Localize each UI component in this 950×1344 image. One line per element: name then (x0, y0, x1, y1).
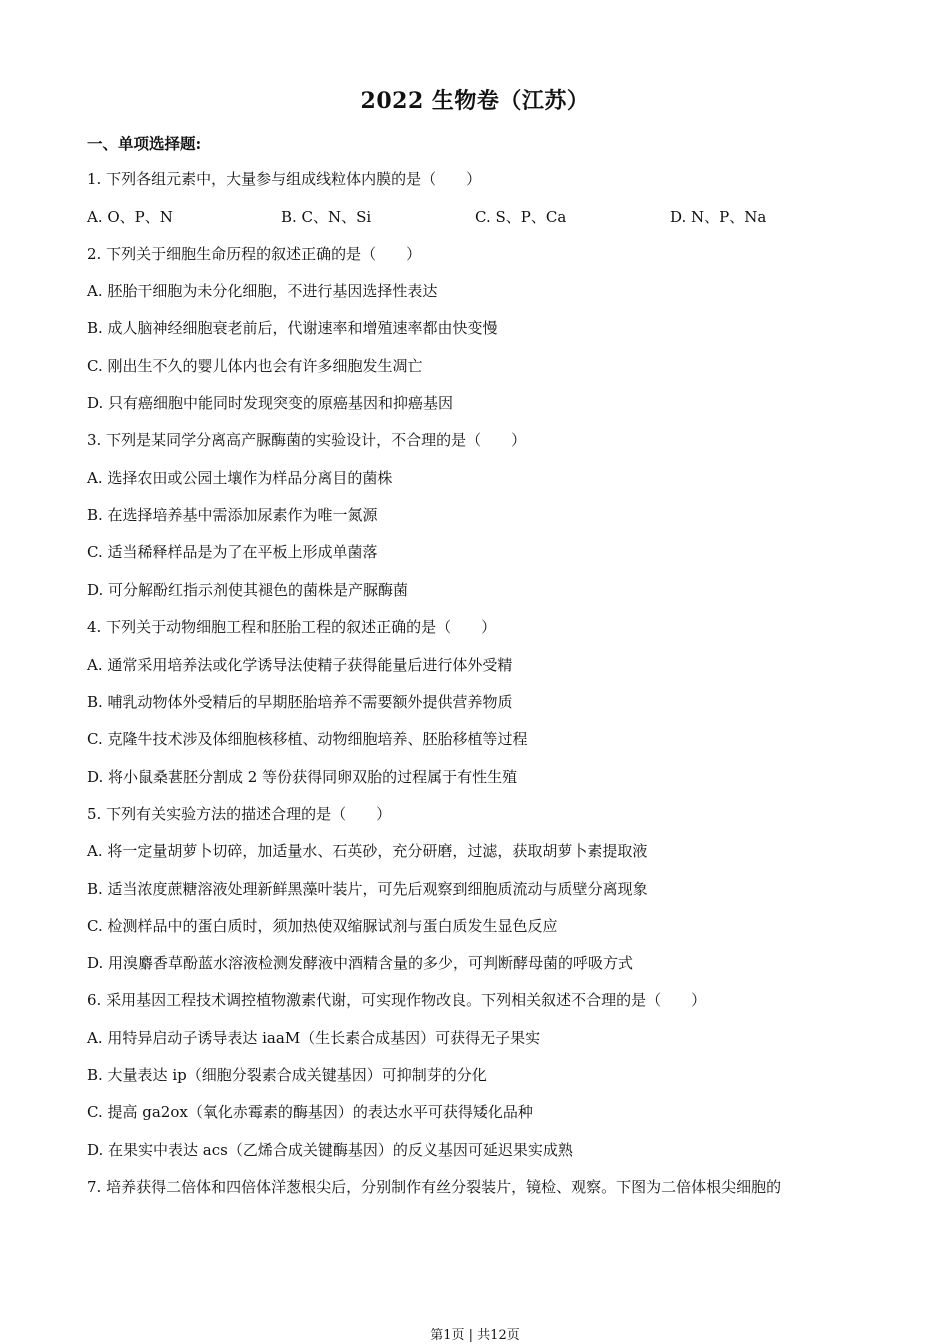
question-stem: 6. 采用基因工程技术调控植物激素代谢，可实现作物改良。下列相关叙述不合理的是（ ） (87, 991, 707, 1009)
option-d: D. 用溴麝香草酚蓝水溶液检测发酵液中酒精含量的多少，可判断酵母菌的呼吸方式 (87, 954, 634, 972)
question-stem: 3. 下列是某同学分离高产脲酶菌的实验设计，不合理的是（ ） (87, 431, 527, 449)
option-a: A. 将一定量胡萝卜切碎，加适量水、石英砂，充分研磨，过滤，获取胡萝卜素提取液 (87, 842, 648, 860)
option-c: C. 检测样品中的蛋白质时，须加热使双缩脲试剂与蛋白质发生显色反应 (87, 917, 558, 935)
option-d: D. N、P、Na (670, 208, 767, 226)
question-stem: 4. 下列关于动物细胞工程和胚胎工程的叙述正确的是（ ） (87, 618, 497, 636)
option-c: C. 刚出生不久的婴儿体内也会有许多细胞发生凋亡 (87, 357, 423, 375)
option-d: D. 只有癌细胞中能同时发现突变的原癌基因和抑癌基因 (87, 394, 454, 412)
option-a: A. 用特异启动子诱导表达 iaaM（生长素合成基因）可获得无子果实 (87, 1029, 541, 1047)
option-row (87, 206, 867, 226)
question-stem: 2. 下列关于细胞生命历程的叙述正确的是（ ） (87, 245, 422, 263)
option-b: B. 成人脑神经细胞衰老前后，代谢速率和增殖速率都由快变慢 (87, 319, 498, 337)
page-footer: 第1页 | 共12页 (430, 1328, 520, 1343)
option-c: C. S、P、Ca (475, 208, 567, 226)
option-a: A. 胚胎干细胞为未分化细胞，不进行基因选择性表达 (87, 282, 438, 300)
option-c: C. 适当稀释样品是为了在平板上形成单菌落 (87, 543, 378, 561)
option-b: B. 大量表达 ip（细胞分裂素合成关键基因）可抑制芽的分化 (87, 1066, 487, 1084)
question-stem: 5. 下列有关实验方法的描述合理的是（ ） (87, 805, 392, 823)
option-a: A. O、P、N (87, 208, 173, 226)
option-c: C. 克隆牛技术涉及体细胞核移植、动物细胞培养、胚胎移植等过程 (87, 730, 528, 748)
option-b: B. 哺乳动物体外受精后的早期胚胎培养不需要额外提供营养物质 (87, 693, 513, 711)
option-d: D. 在果实中表达 acs（乙烯合成关键酶基因）的反义基因可延迟果实成熟 (87, 1141, 573, 1159)
option-b: B. 适当浓度蔗糖溶液处理新鲜黑藻叶装片，可先后观察到细胞质流动与质壁分离现象 (87, 880, 648, 898)
question-stem: 1. 下列各组元素中，大量参与组成线粒体内膜的是（ ） (87, 170, 482, 188)
option-c: C. 提高 ga2ox（氧化赤霉素的酶基因）的表达水平可获得矮化品种 (87, 1103, 533, 1121)
option-a: A. 选择农田或公园土壤作为样品分离目的菌株 (87, 469, 393, 487)
question-stem: 7. 培养获得二倍体和四倍体洋葱根尖后，分别制作有丝分裂装片，镜检、观察。下图为二倍体根尖细胞的 (87, 1178, 782, 1196)
option-a: A. 通常采用培养法或化学诱导法使精子获得能量后进行体外受精 (87, 656, 513, 674)
option-b: B. 在选择培养基中需添加尿素作为唯一氮源 (87, 506, 378, 524)
page-title: 2022 生物卷（江苏） (360, 88, 590, 114)
option-d: D. 将小鼠桑葚胚分割成 2 等份获得同卵双胎的过程属于有性生殖 (87, 768, 518, 786)
option-d: D. 可分解酚红指示剂使其褪色的菌株是产脲酶菌 (87, 581, 409, 599)
option-b: B. C、N、Si (281, 208, 372, 226)
section-heading: 一、单项选择题: (87, 134, 202, 153)
